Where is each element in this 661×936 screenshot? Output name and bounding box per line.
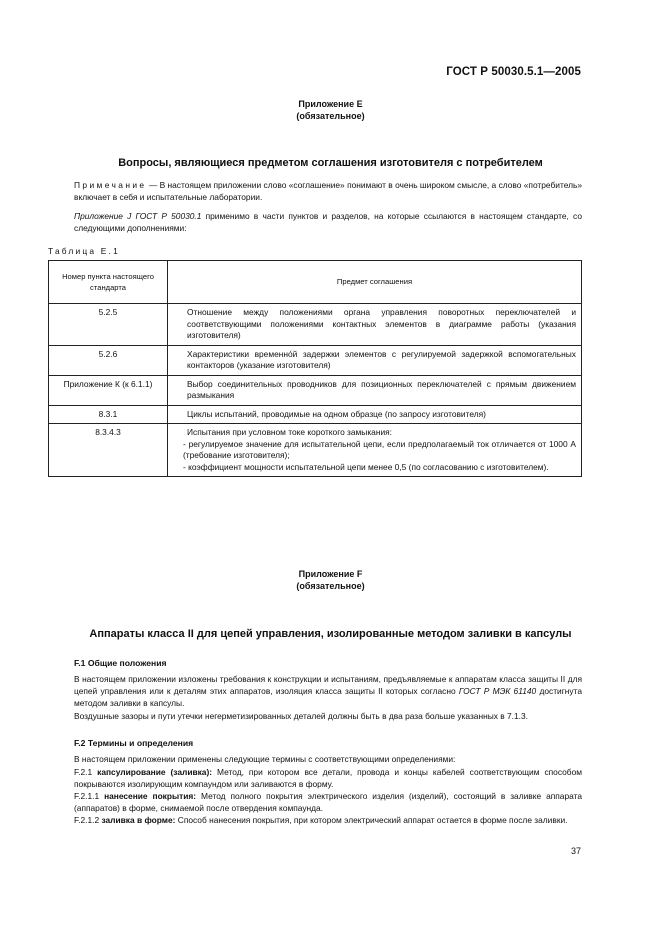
appendix-f-status: (обязательное) — [296, 581, 365, 591]
table-cell-clause: 5.2.5 — [49, 304, 168, 346]
page-number: 37 — [570, 846, 581, 856]
appendix-e-heading: Вопросы, являющиеся предметом соглашения изготовителя с потребителем — [118, 157, 543, 169]
table-row — [49, 424, 582, 477]
table-cell-subject: Отношение между положениями органа управления поворотных переключателей и соответствующими положениями контактных элементов в диаграмме работы (указания изготовителя) — [168, 304, 582, 346]
f1-paragraph-2: Воздушные зазоры и пути утечки негерметизированных деталей должны быть в два раза больше указанных в 7.1.3. — [74, 711, 528, 721]
f21-definition: F.2.1 капсулирование (заливка): Метод, при котором все детали, провода и концы кабелей соответствующим способом покрываются изолирующим компаундом или заливаются в форму. — [74, 767, 582, 789]
table-row — [49, 405, 582, 424]
table-row — [49, 345, 582, 375]
f1-paragraph-1: В настоящем приложении изложены требования к конструкции и испытаниям, предъявляемые к аппаратам класса защиты II для цепей управления или к деталям этих аппаратов, изоляция класса защиты II которых согласно ГОСТ Р МЭК 61140 достигнута методом заливки в капсулы. — [74, 674, 582, 708]
table-cell-subject: Характеристики временно́й задержки элементов с регулируемой задержкой вспомогательных контакторов (указание изготовителя) — [168, 345, 582, 375]
note-label: Примечание — [74, 180, 147, 190]
f212-definition: F.2.1.2 заливка в форме: Способ нанесения покрытия, при котором электрический аппарат остается в форме после заливки. — [74, 815, 568, 825]
table-label: Таблица Е.1 — [48, 246, 120, 256]
appendix-e-title-block — [0, 98, 661, 122]
note-text: — В настоящем приложении слово «соглашение» понимают в очень широком смысле, а слово «потребитель» включает в себя и испытательные лаборатории. — [74, 180, 582, 202]
appendix-e-intro — [48, 210, 582, 234]
appendix-f-heading: Аппараты класса II для цепей управления, изолированные методом заливки в капсулы — [89, 628, 572, 640]
table-cell-clause: 8.3.1 — [49, 405, 168, 424]
intro-text: применимо в части пунктов и разделов, на которые ссылаются в настоящем стандарте, со следующими дополнениями: — [74, 211, 582, 233]
table-header-subject: Предмет соглашения — [168, 261, 582, 304]
table-cell-subject: Испытания при условном токе короткого замыкания: - регулируемое значение для испытательной цепи, если предполагаемый ток отличается от 1000 А (требование изготовителя); - коэффициент мощности испытательной цепи менее 0,5 (по согласованию с изготовителем). — [168, 424, 582, 477]
table-cell-clause: 8.3.4.3 — [49, 424, 168, 477]
f1-heading: F.1 Общие положения — [74, 658, 167, 668]
appendix-e-title: Приложение Е — [298, 99, 363, 109]
agreement-table — [48, 260, 582, 477]
table-cell-subject: Циклы испытаний, проводимые на одном образце (по запросу изготовителя) — [168, 405, 582, 424]
table-cell-clause: 5.2.6 — [49, 345, 168, 375]
standard-code: ГОСТ Р 50030.5.1—2005 — [446, 66, 581, 78]
table-cell-clause: Приложение К (к 6.1.1) — [49, 375, 168, 405]
f2-paragraph: В настоящем приложении применены следующие термины с соответствующими определениями: — [74, 754, 456, 764]
intro-reference: Приложение J ГОСТ Р 50030.1 — [74, 211, 202, 221]
appendix-f-title-block — [0, 568, 661, 592]
appendix-f-title: Приложение F — [298, 569, 363, 579]
table-header-row — [49, 261, 582, 304]
appendix-e-note — [48, 179, 582, 203]
table-header-clause: Номер пункта настоящего стандарта — [49, 261, 168, 304]
appendix-e-status: (обязательное) — [296, 111, 365, 121]
table-row — [49, 304, 582, 346]
f2-heading: F.2 Термины и определения — [74, 738, 194, 748]
table-cell-subject: Выбор соединительных проводников для позиционных переключателей с прямым движением размыкания — [168, 375, 582, 405]
table-row — [49, 375, 582, 405]
f211-definition: F.2.1.1 нанесение покрытия: Метод полного покрытия электрического изделия (изделий), состоящий в заливке аппарата (аппаратов) в форме, снимаемой после отвердения компаунда. — [74, 791, 582, 813]
